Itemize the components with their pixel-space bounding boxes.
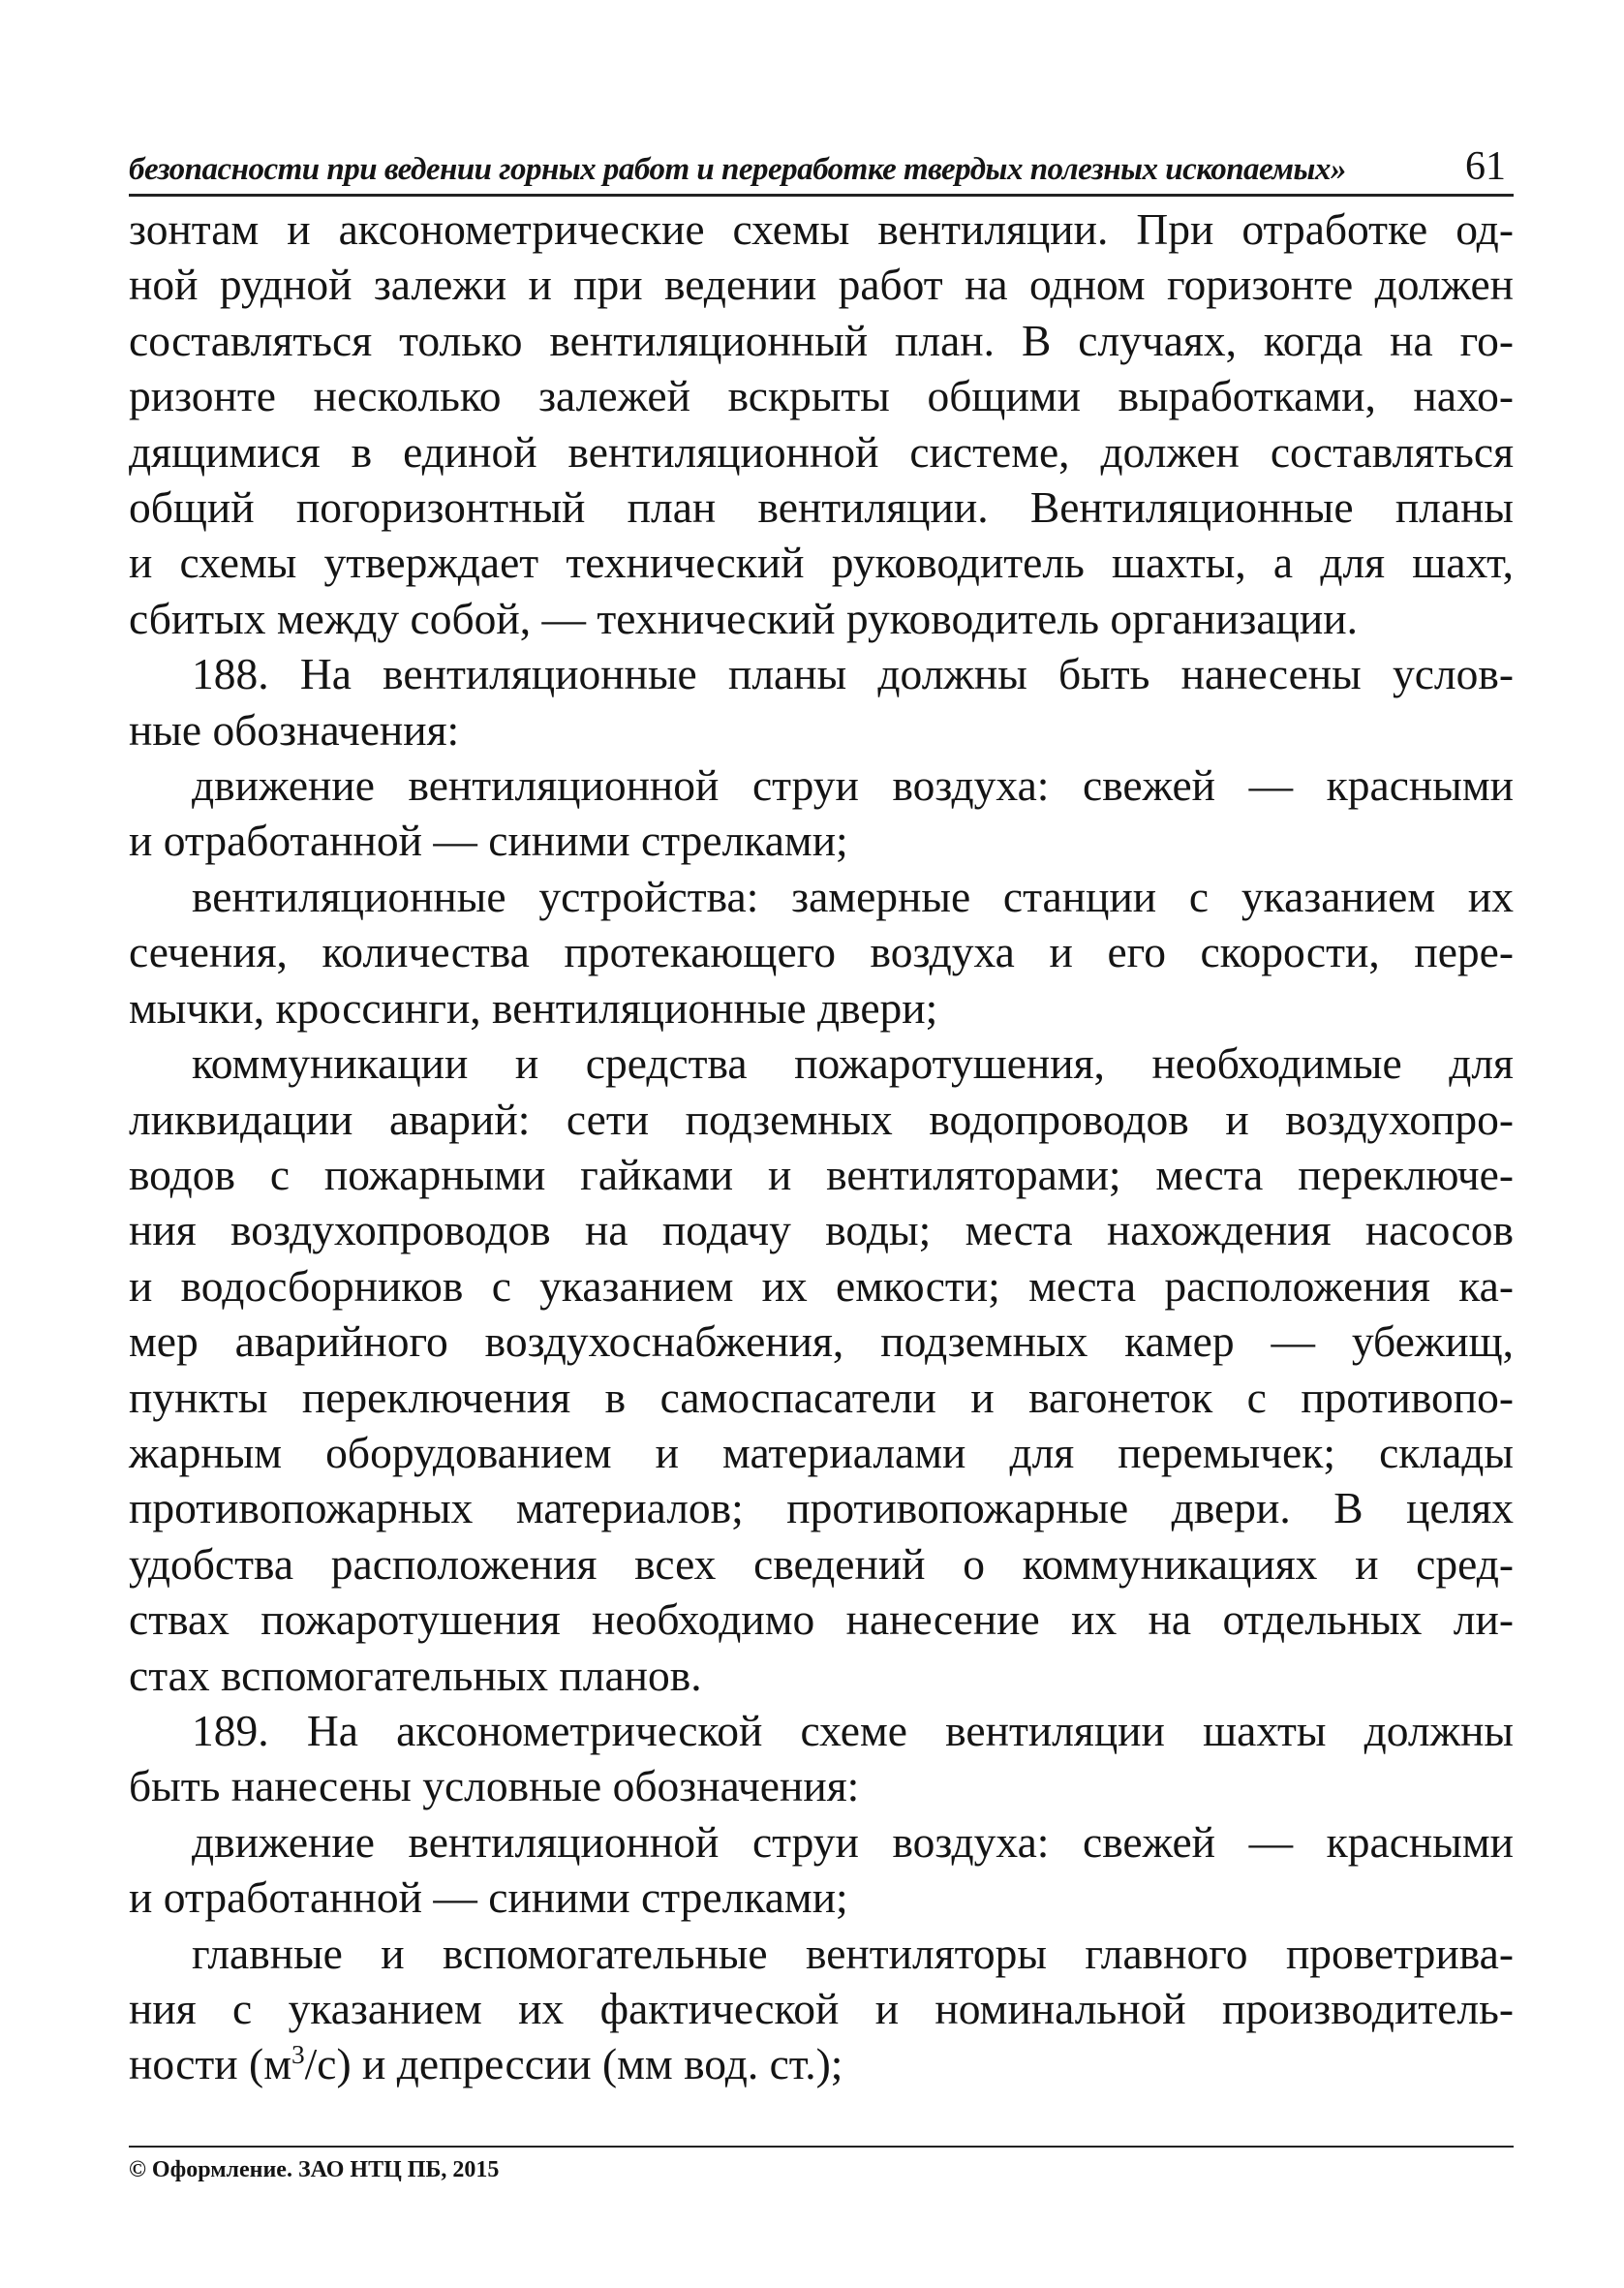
text-line bbox=[129, 2036, 1514, 2091]
text-line: движение вентиляционной струи воздуха: свежей — красными bbox=[192, 1816, 1514, 1867]
text-line: 188. На вентиляционные планы должны быть нанесены услов- bbox=[192, 649, 1514, 699]
text-line: ризонте несколько залежей вскрыты общими выработками, нахо- bbox=[129, 371, 1514, 421]
paragraph bbox=[129, 201, 1514, 646]
text-line: ния воздухопроводов на подачу воды; места нахождения насосов bbox=[129, 1205, 1514, 1255]
page-header bbox=[129, 145, 1514, 197]
text-line: составляться только вентиляционный план. В случаях, когда на го- bbox=[129, 315, 1514, 365]
text-fragment: /с) и депрессии (мм вод. ст.); bbox=[304, 2039, 843, 2089]
body-text bbox=[129, 201, 1514, 2092]
text-line: противопожарных материалов; противопожарные двери. В целях bbox=[129, 1483, 1514, 1533]
text-line: сбитых между собой, — технический руководитель организации. bbox=[129, 593, 1358, 643]
page-footer bbox=[129, 2146, 1514, 2183]
text-line: зонтам и аксонометрические схемы вентиляции. При отработке од- bbox=[129, 204, 1514, 254]
text-line: главные и вспомогательные вентиляторы главного проветрива- bbox=[192, 1928, 1514, 1978]
text-line: ствах пожаротушения необходимо нанесение их на отдельных ли- bbox=[129, 1594, 1514, 1645]
paragraph bbox=[129, 1036, 1514, 1703]
text-line: ликвидации аварий: сети подземных водопроводов и воздухопро- bbox=[129, 1094, 1514, 1144]
text-line: быть нанесены условные обозначения: bbox=[129, 1761, 860, 1811]
text-line: ния с указанием их фактической и номинальной производитель- bbox=[129, 1984, 1514, 2033]
text-line: общий погоризонтный план вентиляции. Вентиляционные планы bbox=[129, 482, 1514, 533]
running-title: безопасности при ведении горных работ и переработке твердых полезных ископаемых» bbox=[129, 152, 1346, 187]
superscript: 3 bbox=[291, 2040, 305, 2070]
text-line: ные обозначения: bbox=[129, 704, 460, 755]
text-line: мер аварийного воздухоснабжения, подземных камер — убежищ, bbox=[129, 1316, 1514, 1367]
paragraph bbox=[129, 758, 1514, 869]
text-line: мычки, кроссинги, вентиляционные двери; bbox=[129, 982, 938, 1033]
text-line: удобства расположения всех сведений о коммуникациях и сред- bbox=[129, 1538, 1514, 1589]
text-line: и отработанной — синими стрелками; bbox=[129, 1872, 848, 1923]
paragraph bbox=[129, 869, 1514, 1036]
text-line: ной рудной залежи и при ведении работ на одном горизонте должен bbox=[129, 260, 1514, 310]
text-line: и схемы утверждает технический руководитель шахты, а для шахт, bbox=[129, 538, 1514, 588]
text-line: и отработанной — синими стрелками; bbox=[129, 816, 848, 866]
copyright-notice: © Оформление. ЗАО НТЦ ПБ, 2015 bbox=[129, 2157, 500, 2182]
text-line: пункты переключения в самоспасатели и вагонеток с противопо- bbox=[129, 1372, 1514, 1422]
text-line: движение вентиляционной струи воздуха: свежей — красными bbox=[192, 760, 1514, 811]
text-line: и водосборников с указанием их емкости; места расположения ка- bbox=[129, 1260, 1514, 1311]
paragraph-188 bbox=[129, 646, 1514, 758]
text-line: дящимися в единой вентиляционной системе, должен составляться bbox=[129, 426, 1514, 477]
paragraph-189 bbox=[129, 1703, 1514, 1814]
text-line: сечения, количества протекающего воздуха и его скорости, пере- bbox=[129, 927, 1514, 977]
text-line: вентиляционные устройства: замерные станции с указанием их bbox=[192, 871, 1514, 921]
text-fragment: ности (м bbox=[129, 2039, 291, 2089]
paragraph bbox=[129, 1814, 1514, 1926]
text-line: жарным оборудованием и материалами для перемычек; склады bbox=[129, 1427, 1514, 1477]
text-line: стах вспомогательных планов. bbox=[129, 1650, 702, 1700]
text-line: водов с пожарными гайками и вентиляторами; места переключе- bbox=[129, 1149, 1514, 1199]
text-line: 189. На аксонометрической схеме вентиляции шахты должны bbox=[192, 1705, 1514, 1755]
paragraph bbox=[129, 1926, 1514, 2092]
text-line: коммуникации и средства пожаротушения, необходимые для bbox=[192, 1038, 1514, 1089]
page-number: 61 bbox=[1465, 144, 1506, 189]
